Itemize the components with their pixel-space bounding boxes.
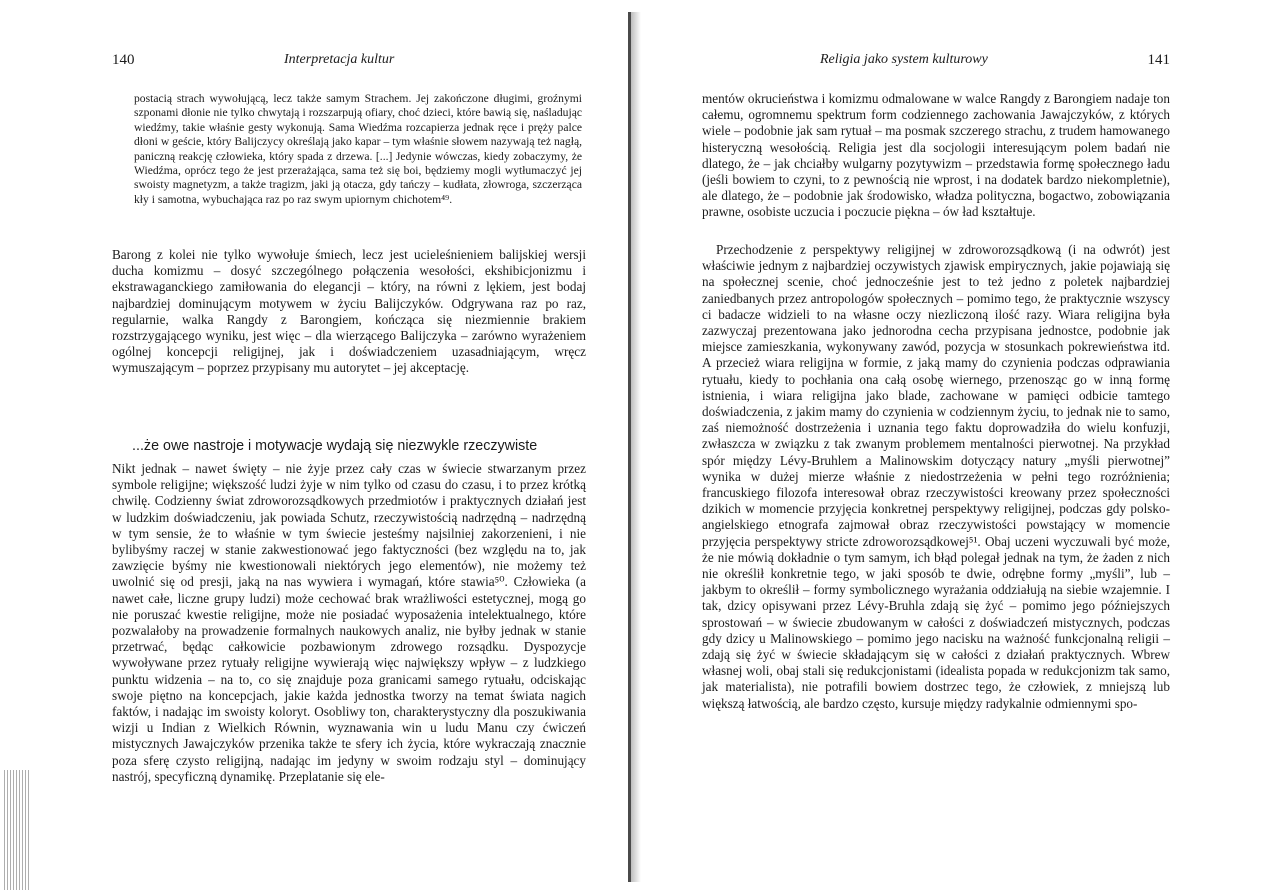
right-running-title: Religia jako system kulturowy [820, 52, 988, 67]
left-page-number: 140 [112, 52, 135, 68]
left-page [112, 0, 600, 894]
block-quote: postacią strach wywołującą, lecz także samym Strachem. Jej zakończone długimi, groźnymi szponami dłonie nie tylko chwytają i rozszarpują ofiary, choć dzieci, które bawią się, naśladując wiedźmy, takie właśnie gesty wykonują. Sama Wiedźma rozcapierza jednak ręce i pręży palce dłoni w geście, który Balijczycy określają jako kapar – tym właśnie słowem nazywają też nagłą, paniczną reakcję człowieka, który spada z drzewa. [...] Jedynie wówczas, kiedy zobaczymy, że Wiedźma, oprócz tego że jest przerażająca, sama też się boi, będziemy mogli wytłumaczyć jej swoisty magnetyzm, a także tragizm, jaki ją otacza, gdy tańczy – kudłata, złowroga, szczerząca kły i samotna, wybuchająca raz po raz swym upiornym chichotem⁴⁹. [134, 92, 582, 206]
left-running-title: Interpretacja kultur [284, 52, 395, 67]
scan-edge-marks [4, 770, 30, 890]
left-paragraph-2: Nikt jednak – nawet święty – nie żyje przez cały czas w świecie stwarzanym przez symbole religijne; większość ludzi żyje w nim tylko od czasu do czasu, i to przez krótką chwilę. Codzienny świat zdroworozsądkowych przedmiotów i praktycznych działań jest w ludzkim doświadczeniu, jak powiada Schutz, rzeczywistością nadrzędną – nadrzędną w tym sensie, że to właśnie w tym świecie jesteśmy najsilniej zakorzenieni, i nie bylibyśmy raczej w stanie zakwestionować jego faktyczności (bez względu na to, jak zawzięcie byśmy nie kwestionowali niektórych jego elementów), nie możemy też uwolnić się od presji, jaką na nas wywiera i wymagań, które stawia⁵⁰. Człowieka (a nawet całe, liczne grupy ludzi) może cechować brak wrażliwości estetycznej, mogą go nie poruszać kwestie religijne, może nie posiadać wyposażenia intelektualnego, które pozwalałoby na prowadzenie formalnych naukowych analiz, nie byłby jednak w stanie przetrwać, będąc całkowicie pozbawionym zdrowego rozsądku. Dyspozycje wywoływane przez rytuały religijne wywierają więc największy wpływ – z ludzkiego punktu widzenia – na to, co się znajduje poza granicami samego rytuału, odciskając swoje piętno na koncepcjach, jakie każda jednostka tworzy na temat świata nagich faktów, i nadając im swoisty koloryt. Osobliwy ton, charakterystyczny dla poszukiwania wizji u Indian z Wielkich Równin, wyznawania win u ludu Manu czy ćwiczeń mistycznych Jawajczyków przenika także te sfery ich życia, które wykraczają znacznie poza sferę czysto religijną, nadając im jedyny w swoim rodzaju styl – dominujący nastrój, specyficzną dynamikę. Przeplatanie się ele- [112, 461, 586, 784]
gutter-shadow [631, 12, 641, 882]
left-page-header [112, 52, 600, 72]
right-page-header [702, 52, 1170, 72]
right-page-number: 141 [1147, 52, 1170, 68]
left-paragraph-1: Barong z kolei nie tylko wywołuje śmiech, lecz jest ucieleśnieniem balijskiej wersji ducha komizmu – dosyć szczególnego połączenia wesołości, ekshibicjonizmu i ekstrawaganckiego zamiłowania do elegancji – który, na równi z lękiem, jest bodaj najbardziej dominującym motywem w życiu Balijczyków. Odgrywana raz po raz, regularnie, walka Rangdy z Barongiem, kończąca się niezmiennie brakiem rozstrzygającego wyniku, jest więc – dla wierzącego Balijczyka – zarówno wyrażeniem ogólnej koncepcji religijnej, jak i doświadczeniem uzasadniającym, wręcz wymuszającym – poprzez przypisany mu autorytet – jej akceptację. [112, 247, 586, 376]
section-heading: ...że owe nastroje i motywacje wydają się niezwykle rzeczywiste [132, 438, 538, 454]
right-paragraph-1: mentów okrucieństwa i komizmu odmalowane w walce Rangdy z Barongiem nadaje ton całemu, ogromnemu spektrum form codziennego zachowania Jawajczyków, z których wiele – podobnie jak sam rytuał – ma posmak szczerego strachu, z trudem hamowanego histeryczną wesołością. Religia jest dla socjologii interesującym polem badań nie dlatego, że – jak chciałby wulgarny pozytywizm – przedstawia formę społecznego ładu (jeśli bowiem to czyni, to z pewnością nie wprost, i na dodatek bardzo niekompletnie), ale dlatego, że – podobnie jak środowisko, władza polityczna, bogactwo, zobowiązania prawne, osobiste uczucia i poczucie piękna – ów ład kształtuje. [702, 91, 1170, 220]
right-page [702, 0, 1170, 894]
right-paragraph-2: Przechodzenie z perspektywy religijnej w zdroworozsądkową (i na odwrót) jest właściwie jednym z najbardziej oczywistych zjawisk empirycznych, jakie pojawiają się na społecznej scenie, choć jednocześnie jest to też jedno z poletek najbardziej zaniedbanych przez antropologów społecznych – pomimo tego, że praktycznie wszyscy ci badacze widzieli to na własne oczy niezliczoną ilość razy. Wiara religijna była zazwyczaj prezentowana jako jednorodna cecha przypisana jednostce, podobnie jak miejsce zamieszkania, wykonywany zawód, pozycja w stosunkach pokrewieństwa itd. A przecież wiara religijna w formie, z jaką mamy do czynienia podczas odprawiania rytuału, kiedy to pochłania ona całą osobę wiernego, przenosząc go w inną formę istnienia, i wiara religijna jako blade, zachowane w pamięci odbicie tamtego doświadczenia, z jakim mamy do czynienia w codziennym życiu, to jednak nie to samo, zaś niemożność dostrzeżenia i uznania tego faktu doprowadziła do wielu konfuzji, zwłaszcza w związku z tak zwanym problemem mentalności pierwotnej. Na przykład spór między Lévy-Bruhlem a Malinowskim dotyczący natury „myśli pierwotnej” wynika w dużej mierze właśnie z niedostrzeżenia w pełni tego rozróżnienia; francuskiego filozofa interesował obraz rzeczywistości kreowany przez społeczności dzikich w momencie przyjęcia konkretnej perspektywy religijnej, podczas gdy polsko-angielskiego etnografa zajmował obraz rzeczywistości powstający w momencie przyjęcia perspektywy stricte zdroworozsądkowej⁵¹. Obaj uczeni wyczuwali być może, że nie mówią dokładnie o tym samym, ich błąd polegał jednak na tym, że żaden z nich nie określił konkretnie tego, w jaki sposób te dwie, odrębne formy „myśli”, lub – jakbym to określił – formy symbolicznego wyrażania oddziałują na siebie wzajemnie. I tak, dzicy opisywani przez Lévy-Bruhla zdają się żyć – pomimo jego późniejszych sprostowań – w świecie zbudowanym w całości z doświadczeń mistycznych, podczas gdy dzicy u Malinowskiego – pomimo jego nacisku na ważność funkcjonalną religii – zdają się żyć w świecie składającym się w całości z działań praktycznych. Wbrew własnej woli, obaj stali się redukcjonistami (idealista popada w redukcjonizm tak samo, jak materialista), nie potrafili bowiem dostrzec tego, że człowiek, z mniejszą lub większą łatwością, ale bardzo często, kursuje między radykalnie odmiennymi spo- [702, 242, 1170, 711]
